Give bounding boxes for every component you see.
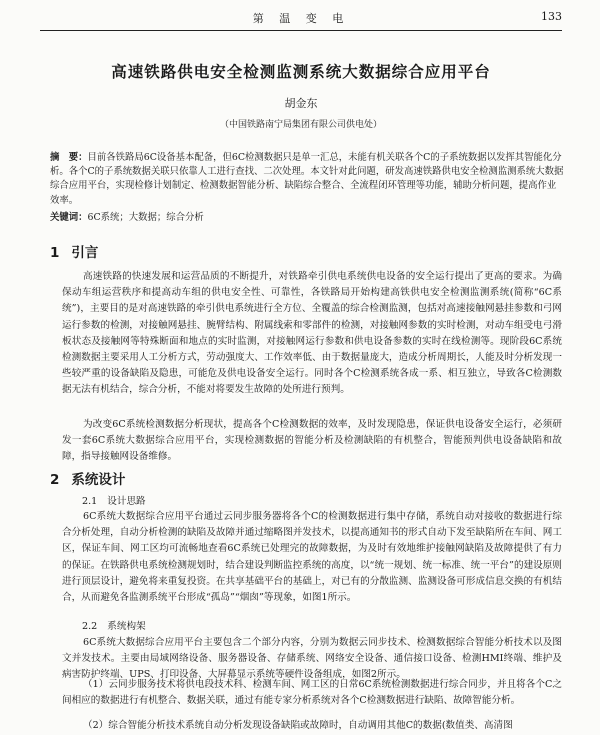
section-2-heading bbox=[50, 468, 125, 488]
section-2-number: 2 bbox=[50, 472, 60, 488]
section-1-paragraph-1: 高速铁路的快速发展和运营品质的不断提升，对铁路牵引供电系统供电设备的安全运行提出了更高的要求。为确保动车组运营秩序和提高动车组的供电安全性、可靠性，各铁路局开始构建高铁供电安全检测监测系统(简称“6C系统”)，主要目的是对高速铁路的牵引供电系统进行全方位、全覆盖的综合检测监测，包括对高速接触网悬挂参数和弓网运行参数的检测，对接触网悬挂、腕臂结构、附属线索和零部件的检测，对接触网参数的实时检测，对动车组受电弓滑板状态及接触网等特殊断面和地点的实时监测，对接触网运行参数和供电设备参数的实时在线检测等。现阶段6C系统检测数据主要采用人工分析方式，劳动强度大、工作效率低、由于数据量庞大，造成分析周期长，人能及时分析发现一些较严重的设备缺陷及隐患，可能危及供电设备安全运行。同时各个C检测系统各成一系、相互独立，导致各C检测数据无法有机结合，综合分析，不能对将要发生故障的处所进行预判。 bbox=[62, 271, 562, 396]
keywords bbox=[50, 209, 565, 223]
abstract-text: 目前各铁路局6C设备基本配备，但6C检测数据只是单一汇总，未能有机关联各个C的子系统数据以发挥其智能化分析。各个C的子系统数据关联只依靠人工进行查找、二次处理。本文针对此问题，研发高速铁路供电安全检测监测系统大数据综合应用平台，实现检修计划制定、检测数据智能分析、缺陷综合整合、全流程闭环管理等功能，辅助分析问题，提高作业效率。 bbox=[50, 152, 564, 206]
section-1-paragraph-2: 为改变6C系统检测数据分析现状，提高各个C检测数据的效率，及时发现隐患，保证供电设备安全运行，必须研发一套6C系统大数据综合应用平台，实现检测数据的智能分析及检测缺陷的有机整合，智能预判供电设备缺陷和故障，指导接触网设备维修。 bbox=[62, 419, 562, 463]
page-number: 133 bbox=[541, 10, 562, 23]
author-affiliation: （中国铁路南宁局集团有限公司供电处） bbox=[219, 120, 382, 130]
section-1-title: 引言 bbox=[71, 245, 99, 261]
section-1-heading bbox=[50, 241, 98, 261]
subsection-2-2-paragraph: 6C系统大数据综合应用平台主要包含二个部分内容，分别为数据云同步技术、检测数据综合智能分析技术以及图文并发技术。主要由局域网络设备、服务器设备、存储系统、网络安全设备、通信接口设备、检测HMI终端、维护及病害防护终端、UPS、打印设备、大屏幕显示系统等硬件设备组成，如图2所示。 bbox=[62, 637, 562, 681]
subsection-2-2-heading bbox=[82, 618, 146, 632]
keywords-text: 6C系统；大数据；综合分析 bbox=[87, 212, 204, 223]
list-item-1: （1）云同步服务技术将供电段技术科、检测车间、网工区的日常6C系统检测数据进行综合同步，并且将各个C之间相应的数据进行有机整合、数据关联，通过有能专家分析系统对各个C检测数据进行缺陷、故障智能分析。 bbox=[62, 679, 562, 707]
subsection-2-1-title: 设计思路 bbox=[107, 496, 146, 507]
keywords-label: 关键词： bbox=[50, 212, 88, 223]
running-header bbox=[40, 8, 562, 31]
subsection-2-2-title: 系统构架 bbox=[107, 621, 146, 632]
paper-title: 高速铁路供电安全检测监测系统大数据综合应用平台 bbox=[111, 63, 491, 81]
subsection-2-2-number: 2.2 bbox=[82, 621, 98, 632]
subsection-2-1-paragraph: 6C系统大数据综合应用平台通过云同步服务器将各个C的检测数据进行集中存储，系统自动对接收的数据进行综合分析处理，自动分析检测的缺陷及故障并通过缩略图并发技术，以提高通知书的形式自动下发至缺陷所在车间、网工区，保证车间、网工区均可流畅地查看6C系统已处理完的故障数据，为及时有效地维护接触网缺陷及故障提供了有力的保证。在铁路供电系统检测规划时，结合建设判断监控系统的高度，以“统一规划、统一标准、统一平台”的建设原则进行顶层设计，避免将来重复投资。在共享基础平台的基础上，对已有的分散监测、监测设备可形成信息交换的有机结合，从而避免各监测系统平台形成“孤岛”“烟囱”等现象，如图1所示。 bbox=[62, 511, 562, 604]
section-2-title: 系统设计 bbox=[71, 472, 126, 488]
section-1-number: 1 bbox=[50, 245, 60, 261]
abstract-label: 摘 要： bbox=[50, 152, 88, 163]
list-item-2: （2）综合智能分析技术系统自动分析发现设备缺陷或故障时，自动调用其他C的数据(数值类、高清图 bbox=[83, 720, 513, 731]
abstract bbox=[50, 151, 565, 208]
journal-name: 第 温 变 电 bbox=[252, 12, 350, 25]
subsection-2-1-heading bbox=[82, 493, 146, 507]
subsection-2-1-number: 2.1 bbox=[82, 496, 98, 507]
author-name: 胡金东 bbox=[284, 97, 318, 110]
